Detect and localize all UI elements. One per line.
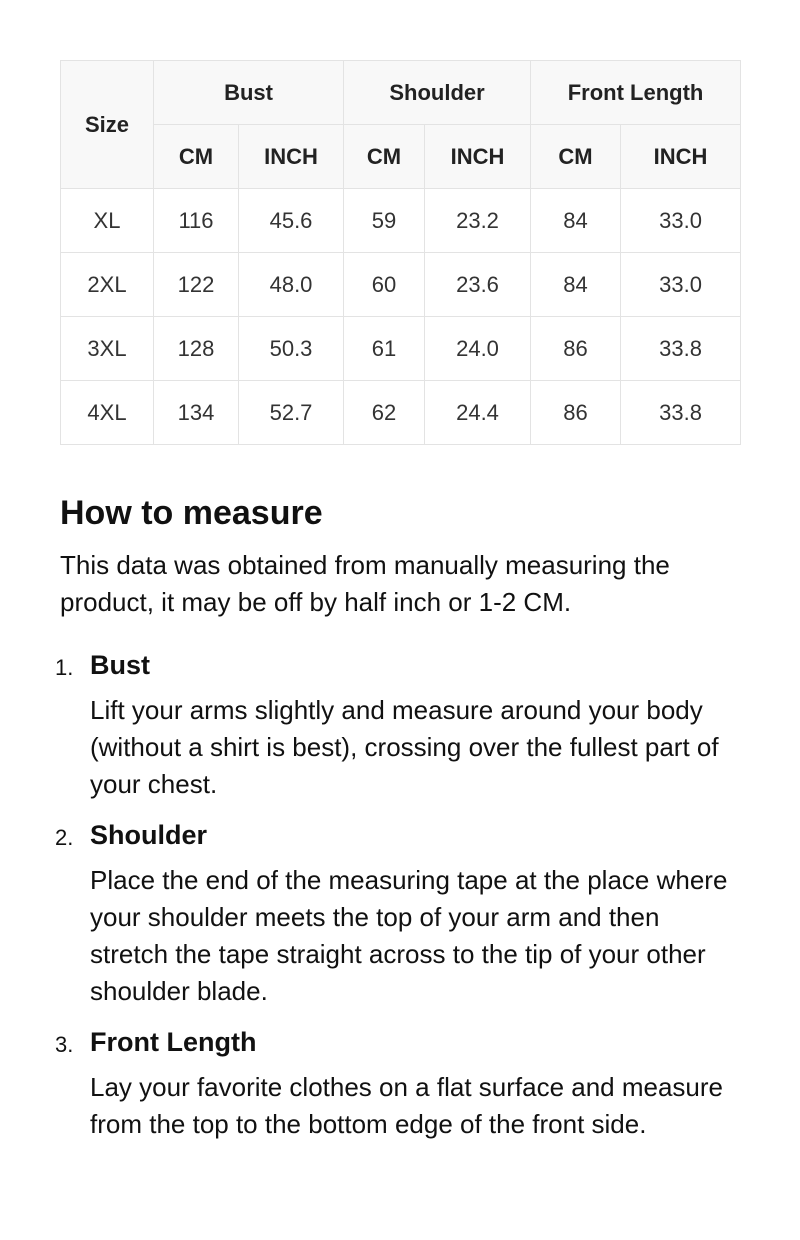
step-description: Lift your arms slightly and measure around your body (without a shirt is best), crossing over the fullest part of your chest. [90,695,719,799]
measurement-cell: 86 [531,381,621,445]
step-number: 3. [55,1032,74,1057]
measurement-cell: 23.2 [425,189,531,253]
front-length-header: Front Length [531,61,741,125]
table-row [61,189,741,253]
measurement-cell: 33.8 [621,381,741,445]
size-cell: 4XL [61,381,154,445]
measurement-cell: 84 [531,253,621,317]
intro-text: This data was obtained from manually measuring the product, it may be off by half inch or 1-2 CM. [60,550,670,617]
measurement-cell: 61 [344,317,425,381]
step-description: Lay your favorite clothes on a flat surface and measure from the top to the bottom edge of the front side. [90,1072,724,1139]
measurement-cell: 33.0 [621,253,741,317]
measurement-cell: 134 [154,381,239,445]
measure-step [0,645,800,803]
table-row [61,253,741,317]
size-cell: 2XL [61,253,154,317]
measurement-cell: 62 [344,381,425,445]
unit-header-cm: CM [154,125,239,189]
step-title: Front Length [90,1027,257,1057]
step-description: Place the end of the measuring tape at the place where your shoulder meets the top of your arm and then stretch the tape straight across to the tip of your other shoulder blade. [90,865,728,1006]
measurement-cell: 86 [531,317,621,381]
measurement-cell: 33.8 [621,317,741,381]
table-body [61,189,741,445]
measurement-cell: 24.0 [425,317,531,381]
how-to-measure-title: How to measure [60,494,323,532]
measurement-cell: 48.0 [239,253,344,317]
table-header [61,61,741,189]
measurement-cell: 45.6 [239,189,344,253]
measurement-cell: 23.6 [425,253,531,317]
measurement-cell: 50.3 [239,317,344,381]
header-row-groups [61,61,741,125]
step-number: 1. [55,655,74,680]
unit-header-inch: INCH [425,125,531,189]
table-row [61,381,741,445]
measurement-cell: 116 [154,189,239,253]
size-header: Size [61,61,154,189]
measure-step [0,815,800,1010]
size-cell: XL [61,189,154,253]
measurement-cell: 24.4 [425,381,531,445]
unit-header-cm: CM [531,125,621,189]
table-row [61,317,741,381]
header-row-units [61,125,741,189]
measurement-cell: 84 [531,189,621,253]
measurement-cell: 60 [344,253,425,317]
size-chart-table [60,60,741,445]
bust-header: Bust [154,61,344,125]
step-title: Shoulder [90,820,208,850]
measure-step [0,1022,800,1143]
measurement-cell: 122 [154,253,239,317]
measurement-cell: 128 [154,317,239,381]
measurement-cell: 59 [344,189,425,253]
step-title: Bust [90,650,150,680]
shoulder-header: Shoulder [344,61,531,125]
size-cell: 3XL [61,317,154,381]
unit-header-inch: INCH [239,125,344,189]
unit-header-inch: INCH [621,125,741,189]
measurement-cell: 33.0 [621,189,741,253]
measure-steps-list [0,645,800,1143]
measurement-cell: 52.7 [239,381,344,445]
step-number: 2. [55,825,74,850]
unit-header-cm: CM [344,125,425,189]
